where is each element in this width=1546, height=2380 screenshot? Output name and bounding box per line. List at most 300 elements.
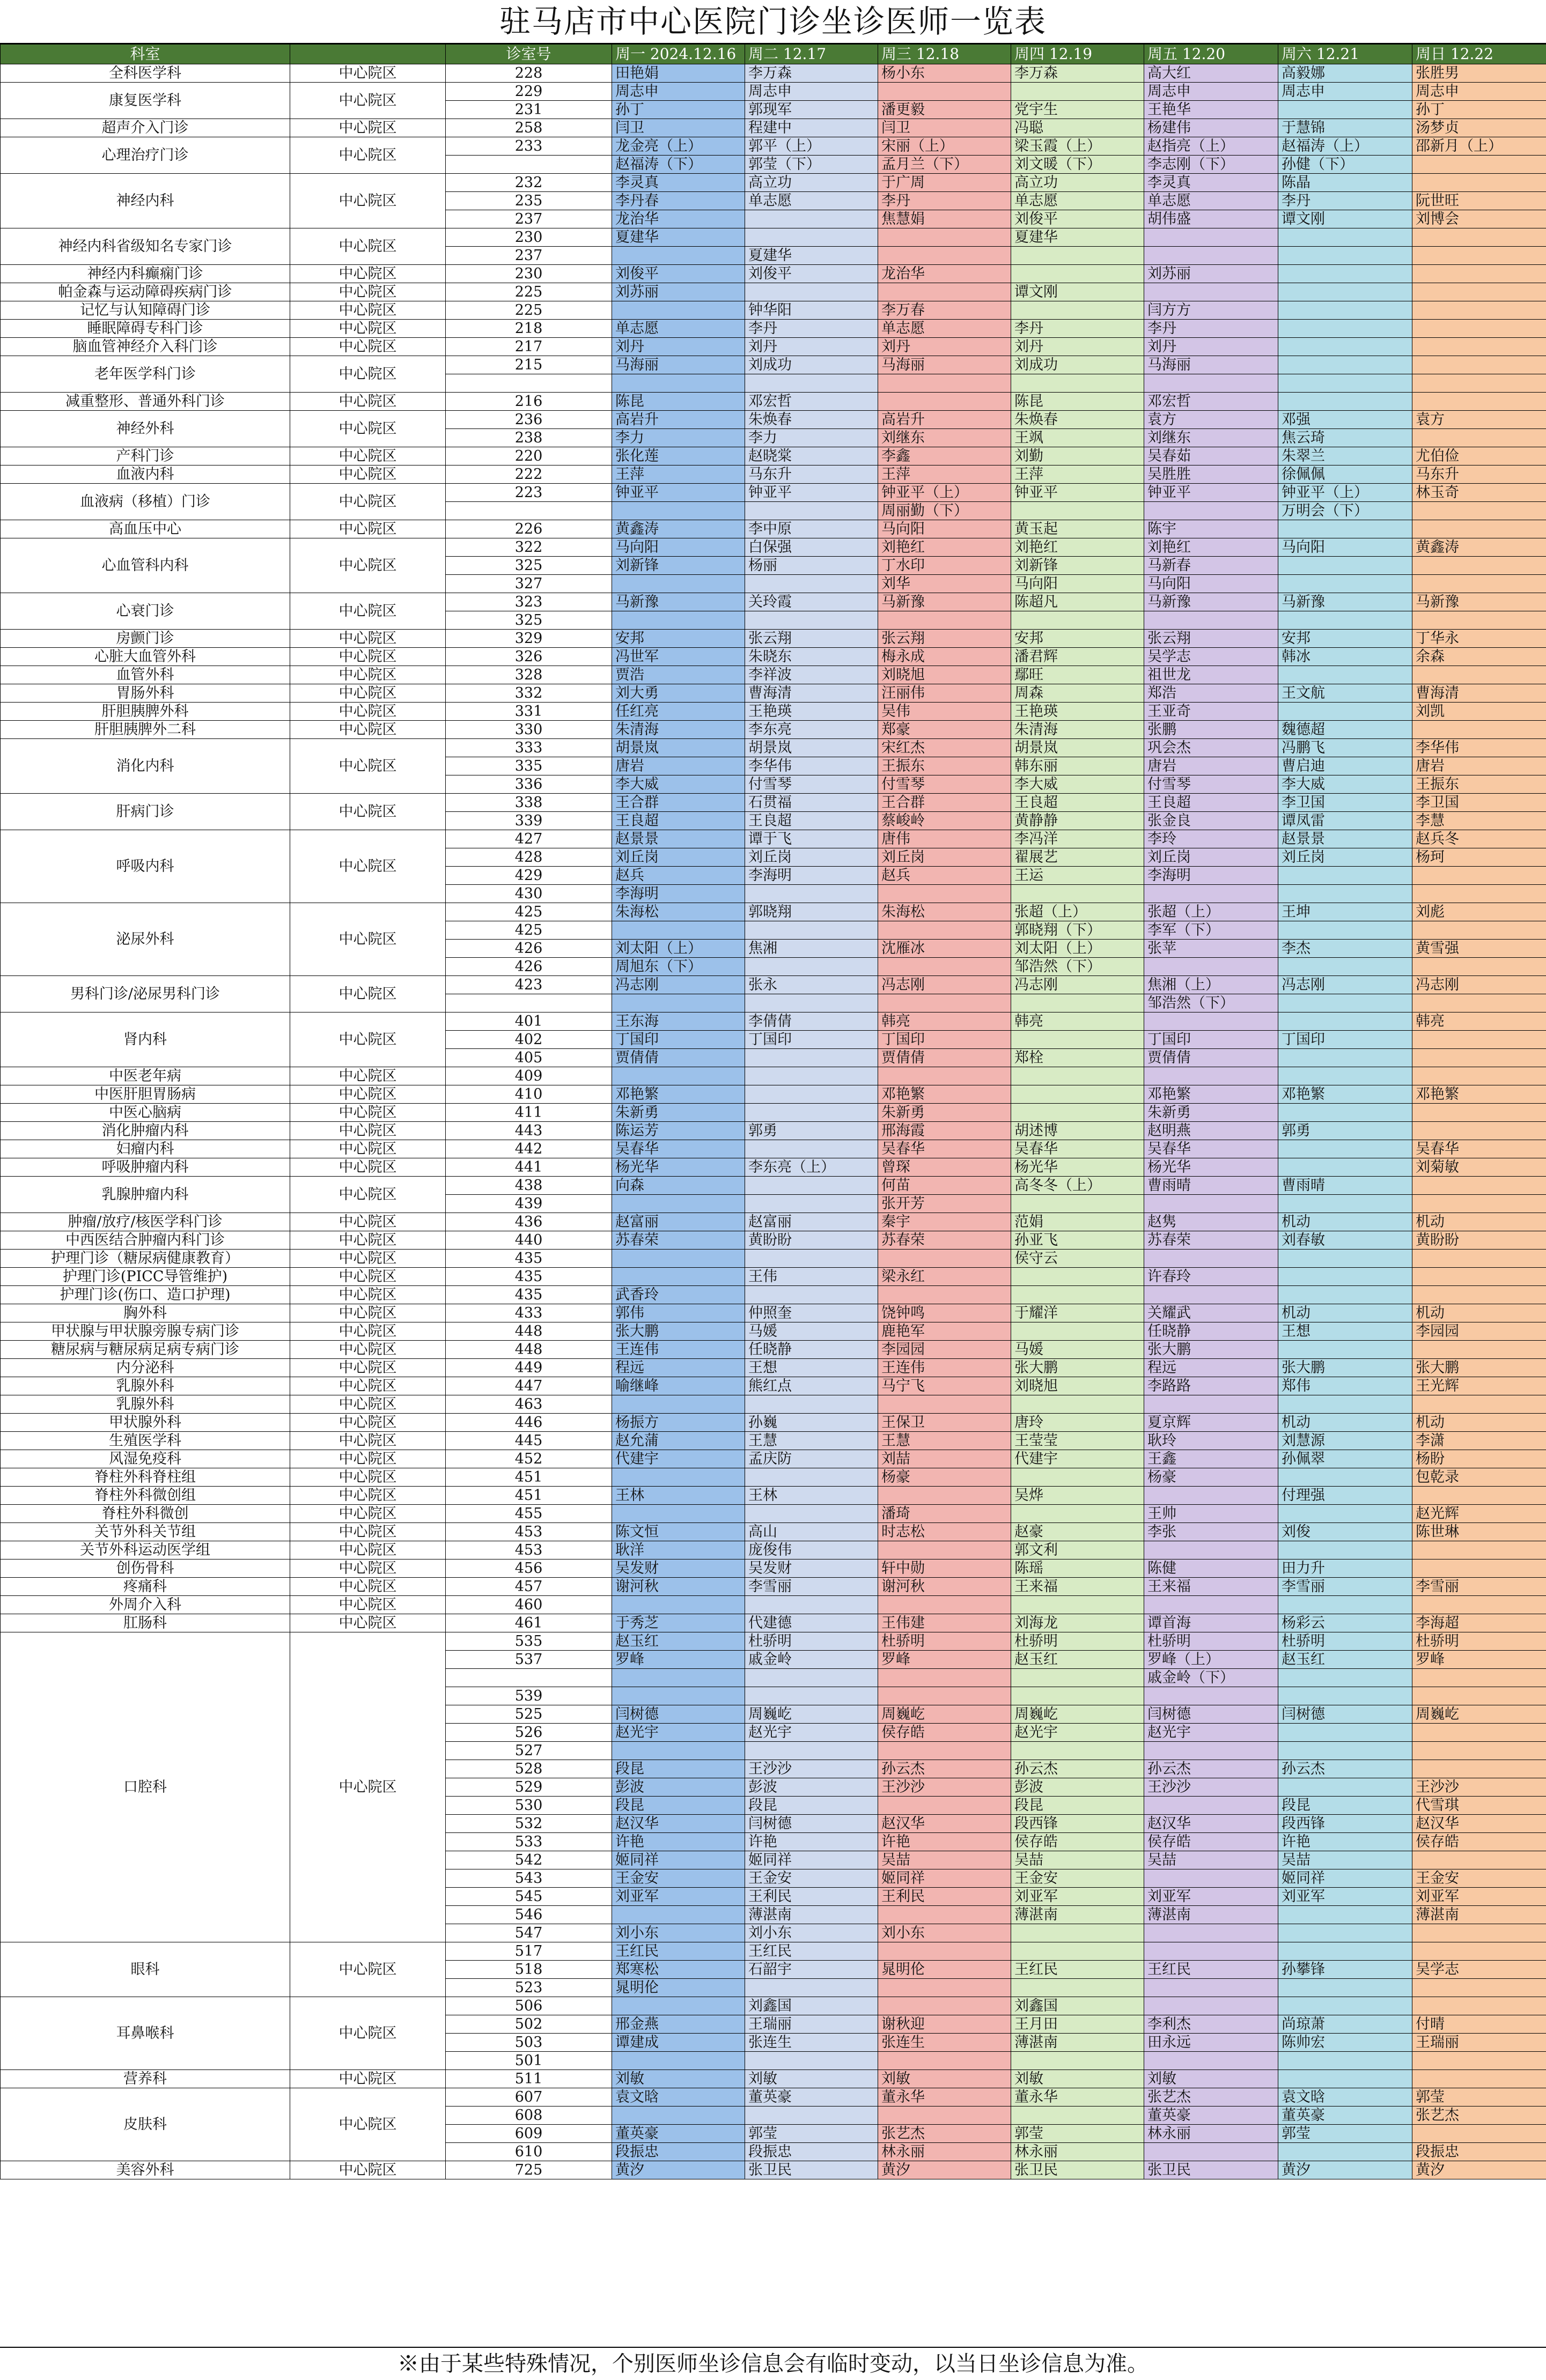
dept-cell: 创伤骨科 <box>1 1559 290 1578</box>
doctor-cell: 李华伟 <box>1412 739 1546 757</box>
doctor-cell: 钟亚平 <box>612 484 745 502</box>
campus-cell: 中心院区 <box>290 320 446 338</box>
doctor-cell <box>1144 2143 1278 2161</box>
table-row <box>1 1377 1546 1395</box>
doctor-cell <box>612 1669 745 1687</box>
doctor-cell: 机动 <box>1278 1414 1412 1432</box>
doctor-cell: 巩会杰 <box>1144 739 1278 757</box>
room-cell: 232 <box>446 174 612 192</box>
doctor-cell: 王艳瑛 <box>1011 703 1144 721</box>
dept-cell: 房颤门诊 <box>1 630 290 648</box>
doctor-cell: 马新春 <box>1144 557 1278 575</box>
doctor-cell <box>612 1250 745 1268</box>
doctor-cell: 孙丁 <box>1412 101 1546 119</box>
doctor-cell: 徐佩佩 <box>1278 465 1412 484</box>
room-cell: 325 <box>446 557 612 575</box>
doctor-cell: 刘成功 <box>1011 356 1144 374</box>
campus-cell: 中心院区 <box>290 903 446 976</box>
table-row <box>1 630 1546 648</box>
doctor-cell: 韩东丽 <box>1011 757 1144 775</box>
room-cell: 401 <box>446 1012 612 1031</box>
doctor-cell: 高冬冬（上） <box>1011 1177 1144 1195</box>
doctor-cell: 马新豫 <box>1278 593 1412 611</box>
doctor-cell: 王林 <box>612 1487 745 1505</box>
doctor-cell: 陈文恒 <box>612 1523 745 1541</box>
doctor-cell <box>878 1487 1011 1505</box>
doctor-cell: 石韶宇 <box>745 1961 878 1979</box>
room-cell: 608 <box>446 2106 612 2125</box>
doctor-cell <box>878 1286 1011 1304</box>
doctor-cell: 赵景景 <box>1278 830 1412 848</box>
dept-cell: 老年医学科门诊 <box>1 356 290 393</box>
doctor-cell <box>612 1906 745 1924</box>
doctor-cell: 高大红 <box>1144 64 1278 83</box>
room-cell: 335 <box>446 757 612 775</box>
doctor-cell: 刘敏 <box>878 2070 1011 2088</box>
doctor-cell <box>1412 228 1546 247</box>
doctor-cell <box>745 283 878 301</box>
doctor-cell: 夏建华 <box>1011 228 1144 247</box>
campus-cell: 中心院区 <box>290 1158 446 1177</box>
doctor-cell: 李雪丽 <box>1412 1578 1546 1596</box>
doctor-cell: 杨盼 <box>1412 1450 1546 1468</box>
doctor-cell <box>878 1979 1011 1997</box>
room-cell: 430 <box>446 885 612 903</box>
dept-cell: 生殖医学科 <box>1 1432 290 1450</box>
table-row <box>1 1304 1546 1322</box>
doctor-cell: 邹浩然（下） <box>1011 958 1144 976</box>
doctor-cell: 冯聪 <box>1011 119 1144 137</box>
doctor-cell: 冯志刚 <box>612 976 745 994</box>
doctor-cell <box>612 1395 745 1414</box>
doctor-cell <box>878 1250 1011 1268</box>
room-cell: 225 <box>446 283 612 301</box>
dept-cell: 内分泌科 <box>1 1359 290 1377</box>
doctor-cell: 刘丹 <box>1011 338 1144 356</box>
doctor-cell: 马向阳 <box>1011 575 1144 593</box>
campus-cell: 中心院区 <box>290 1450 446 1468</box>
doctor-cell <box>1144 611 1278 630</box>
doctor-cell: 张连生 <box>878 2034 1011 2052</box>
campus-cell: 中心院区 <box>290 1250 446 1268</box>
campus-cell: 中心院区 <box>290 1432 446 1450</box>
doctor-cell: 钟亚平（上） <box>878 484 1011 502</box>
table-row <box>1 447 1546 465</box>
doctor-cell: 李海明 <box>745 867 878 885</box>
doctor-cell: 饶钟鸣 <box>878 1304 1011 1322</box>
room-cell: 428 <box>446 848 612 867</box>
doctor-cell: 刘博会 <box>1412 210 1546 228</box>
doctor-cell <box>1412 1067 1546 1085</box>
room-cell: 410 <box>446 1085 612 1104</box>
doctor-cell: 宋红杰 <box>878 739 1011 757</box>
doctor-cell: 刘海龙 <box>1011 1614 1144 1632</box>
doctor-cell <box>1278 1049 1412 1067</box>
doctor-cell: 袁文晗 <box>612 2088 745 2106</box>
doctor-cell <box>1278 1012 1412 1031</box>
doctor-cell <box>878 1906 1011 1924</box>
doctor-cell: 刘新锋 <box>612 557 745 575</box>
doctor-cell: 赵明燕 <box>1144 1122 1278 1140</box>
doctor-cell: 杜骄明 <box>1011 1632 1144 1651</box>
doctor-cell: 邓艳繁 <box>878 1085 1011 1104</box>
doctor-cell: 党宇生 <box>1011 101 1144 119</box>
doctor-cell: 黄雪强 <box>1412 940 1546 958</box>
doctor-cell: 杨珂 <box>1412 848 1546 867</box>
doctor-cell: 陈帅宏 <box>1278 2034 1412 2052</box>
doctor-cell: 张鹏 <box>1144 721 1278 739</box>
doctor-cell: 周巍屹 <box>1412 1705 1546 1724</box>
table-row <box>1 976 1546 994</box>
doctor-cell: 马海丽 <box>1144 356 1278 374</box>
doctor-cell: 董永华 <box>878 2088 1011 2106</box>
doctor-cell <box>1011 265 1144 283</box>
doctor-cell: 姬同祥 <box>1278 1869 1412 1888</box>
doctor-cell <box>745 1742 878 1760</box>
room-cell: 339 <box>446 812 612 830</box>
doctor-cell <box>878 1687 1011 1705</box>
table-row <box>1 830 1546 848</box>
doctor-cell <box>1011 1268 1144 1286</box>
doctor-cell: 刘丹 <box>745 338 878 356</box>
dept-cell: 肝胆胰脾外科 <box>1 703 290 721</box>
doctor-cell <box>1278 994 1412 1012</box>
doctor-cell: 程远 <box>1144 1359 1278 1377</box>
campus-cell: 中心院区 <box>290 1304 446 1322</box>
doctor-cell: 段昆 <box>612 1760 745 1778</box>
dept-cell: 耳鼻喉科 <box>1 1997 290 2070</box>
doctor-cell: 尤伯俭 <box>1412 447 1546 465</box>
doctor-cell: 吴喆 <box>1278 1851 1412 1869</box>
doctor-cell: 钟亚平 <box>745 484 878 502</box>
doctor-cell: 丁国印 <box>745 1031 878 1049</box>
room-cell: 455 <box>446 1505 612 1523</box>
doctor-cell: 周志申 <box>1412 83 1546 101</box>
doctor-cell: 朱海松 <box>612 903 745 921</box>
dept-cell: 消化内科 <box>1 739 290 794</box>
doctor-cell: 汪丽伟 <box>878 684 1011 703</box>
doctor-cell <box>612 247 745 265</box>
doctor-cell <box>745 2052 878 2070</box>
room-cell: 215 <box>446 356 612 374</box>
doctor-cell <box>1278 1687 1412 1705</box>
doctor-cell: 张超（上） <box>1144 903 1278 921</box>
doctor-cell: 郭莹（下） <box>745 156 878 174</box>
doctor-cell: 苏春荣 <box>612 1231 745 1250</box>
table-row <box>1 538 1546 557</box>
doctor-cell: 赵光宇 <box>1011 1724 1144 1742</box>
doctor-cell: 单志愿 <box>612 320 745 338</box>
doctor-cell: 任晓静 <box>1144 1322 1278 1341</box>
doctor-cell <box>1011 1596 1144 1614</box>
doctor-cell <box>745 374 878 393</box>
doctor-cell <box>1144 1869 1278 1888</box>
doctor-cell: 黄鑫涛 <box>612 520 745 538</box>
table-row <box>1 1523 1546 1541</box>
doctor-cell: 机动 <box>1278 1213 1412 1231</box>
doctor-cell: 张卫民 <box>745 2161 878 2179</box>
doctor-cell: 孟月兰（下） <box>878 156 1011 174</box>
doctor-cell: 刘艳红 <box>878 538 1011 557</box>
doctor-cell: 王利民 <box>745 1888 878 1906</box>
doctor-cell <box>1011 994 1144 1012</box>
doctor-cell <box>1278 1468 1412 1487</box>
doctor-cell: 张云翔 <box>1144 630 1278 648</box>
campus-cell: 中心院区 <box>290 1997 446 2070</box>
doctor-cell: 杜骄明 <box>745 1632 878 1651</box>
doctor-cell <box>1011 1104 1144 1122</box>
dept-cell: 男科门诊/泌尿男科门诊 <box>1 976 290 1012</box>
header-day-fri: 周五 12.20 <box>1144 45 1278 64</box>
doctor-cell: 周旭东（下） <box>612 958 745 976</box>
doctor-cell: 田永远 <box>1144 2034 1278 2052</box>
dept-cell: 风湿免疫科 <box>1 1450 290 1468</box>
doctor-cell: 张大鹏 <box>1144 1341 1278 1359</box>
dept-cell: 呼吸肿瘤内科 <box>1 1158 290 1177</box>
doctor-cell: 张大鹏 <box>612 1322 745 1341</box>
room-cell: 226 <box>446 520 612 538</box>
room-cell: 333 <box>446 739 612 757</box>
doctor-cell: 晁明伦 <box>612 1979 745 1997</box>
campus-cell: 中心院区 <box>290 1377 446 1395</box>
doctor-cell: 孙巍 <box>745 1414 878 1432</box>
dept-cell: 美容外科 <box>1 2161 290 2179</box>
doctor-cell <box>745 1049 878 1067</box>
doctor-cell <box>1011 1924 1144 1942</box>
table-row <box>1 1067 1546 1085</box>
room-cell: 338 <box>446 794 612 812</box>
doctor-cell: 袁方 <box>1144 411 1278 429</box>
table-row <box>1 1012 1546 1031</box>
doctor-cell: 侯守云 <box>1011 1250 1144 1268</box>
room-cell: 427 <box>446 830 612 848</box>
doctor-cell: 包乾录 <box>1412 1468 1546 1487</box>
doctor-cell <box>878 1997 1011 2015</box>
campus-cell: 中心院区 <box>290 666 446 684</box>
doctor-cell: 段西锋 <box>1011 1815 1144 1833</box>
doctor-cell: 王运 <box>1011 867 1144 885</box>
doctor-cell: 刘亚军 <box>1144 1888 1278 1906</box>
campus-cell: 中心院区 <box>290 1213 446 1231</box>
header-room: 诊室号 <box>446 45 612 64</box>
doctor-cell <box>612 301 745 320</box>
doctor-cell <box>1278 666 1412 684</box>
doctor-cell: 杨光华 <box>612 1158 745 1177</box>
doctor-cell: 程远 <box>612 1359 745 1377</box>
doctor-cell: 焦湘（上） <box>1144 976 1278 994</box>
doctor-cell <box>612 1268 745 1286</box>
doctor-cell <box>1278 1140 1412 1158</box>
doctor-cell: 杜骄明 <box>878 1632 1011 1651</box>
doctor-cell <box>1278 1286 1412 1304</box>
doctor-cell <box>1278 1250 1412 1268</box>
table-row <box>1 721 1546 739</box>
doctor-cell: 王飒 <box>1011 429 1144 447</box>
doctor-cell: 刘小东 <box>878 1924 1011 1942</box>
doctor-cell <box>1412 265 1546 283</box>
doctor-cell: 马宁飞 <box>878 1377 1011 1395</box>
room-cell: 517 <box>446 1942 612 1961</box>
doctor-cell: 高山 <box>745 1523 878 1541</box>
doctor-cell <box>1278 1596 1412 1614</box>
doctor-cell: 刘小东 <box>745 1924 878 1942</box>
doctor-cell: 朱新勇 <box>1144 1104 1278 1122</box>
doctor-cell <box>1278 1669 1412 1687</box>
doctor-cell: 罗峰 <box>1412 1651 1546 1669</box>
doctor-cell: 王想 <box>745 1359 878 1377</box>
doctor-cell: 谢河秋 <box>612 1578 745 1596</box>
room-cell: 452 <box>446 1450 612 1468</box>
room-cell: 323 <box>446 593 612 611</box>
doctor-cell <box>745 885 878 903</box>
room-cell: 463 <box>446 1395 612 1414</box>
doctor-cell: 周巍屹 <box>1011 1705 1144 1724</box>
doctor-cell <box>878 1596 1011 1614</box>
doctor-cell <box>1412 1268 1546 1286</box>
table-row <box>1 1614 1546 1632</box>
doctor-cell: 许艳 <box>612 1833 745 1851</box>
doctor-cell: 于广周 <box>878 174 1011 192</box>
doctor-cell: 唐岩 <box>612 757 745 775</box>
doctor-cell: 马向阳 <box>1278 538 1412 557</box>
doctor-cell: 侯存皓 <box>878 1724 1011 1742</box>
doctor-cell: 朱清海 <box>612 721 745 739</box>
doctor-cell <box>1412 1031 1546 1049</box>
campus-cell: 中心院区 <box>290 630 446 648</box>
doctor-cell: 段昆 <box>1278 1797 1412 1815</box>
doctor-cell: 王来福 <box>1011 1578 1144 1596</box>
doctor-cell <box>1278 393 1412 411</box>
doctor-cell: 王连伟 <box>878 1359 1011 1377</box>
room-cell: 441 <box>446 1158 612 1177</box>
doctor-cell: 赵允蒲 <box>612 1432 745 1450</box>
dept-cell: 帕金森与运动障碍疾病门诊 <box>1 283 290 301</box>
doctor-cell: 刘鑫国 <box>1011 1997 1144 2015</box>
doctor-cell <box>745 921 878 940</box>
doctor-cell <box>745 1979 878 1997</box>
doctor-cell: 沈雁冰 <box>878 940 1011 958</box>
campus-cell: 中心院区 <box>290 484 446 520</box>
doctor-cell: 龙治华 <box>612 210 745 228</box>
room-cell: 405 <box>446 1049 612 1067</box>
dept-cell: 泌尿外科 <box>1 903 290 976</box>
dept-cell: 呼吸内科 <box>1 830 290 903</box>
doctor-cell: 赵光辉 <box>1412 1505 1546 1523</box>
doctor-cell <box>1278 611 1412 630</box>
table-row <box>1 484 1546 502</box>
doctor-cell: 蔡峻岭 <box>878 812 1011 830</box>
table-row <box>1 1942 1546 1961</box>
doctor-cell: 李海明 <box>612 885 745 903</box>
doctor-cell: 付理强 <box>1278 1487 1412 1505</box>
doctor-cell <box>1412 611 1546 630</box>
campus-cell: 中心院区 <box>290 1395 446 1414</box>
doctor-cell: 黄盼盼 <box>1412 1231 1546 1250</box>
campus-cell: 中心院区 <box>290 830 446 903</box>
room-cell: 542 <box>446 1851 612 1869</box>
schedule-body <box>1 64 1546 2179</box>
doctor-cell: 王保卫 <box>878 1414 1011 1432</box>
doctor-cell <box>1011 1669 1144 1687</box>
doctor-cell: 刘艳红 <box>1144 538 1278 557</box>
room-cell: 402 <box>446 1031 612 1049</box>
doctor-cell: 袁文晗 <box>1278 2088 1412 2106</box>
doctor-cell: 王沙沙 <box>1144 1778 1278 1797</box>
doctor-cell: 高立功 <box>1011 174 1144 192</box>
doctor-cell <box>745 1177 878 1195</box>
doctor-cell <box>878 1395 1011 1414</box>
table-row <box>1 174 1546 192</box>
doctor-cell: 刘俊平 <box>1011 210 1144 228</box>
campus-cell: 中心院区 <box>290 393 446 411</box>
campus-cell: 中心院区 <box>290 1541 446 1559</box>
doctor-cell <box>612 1067 745 1085</box>
room-cell: 725 <box>446 2161 612 2179</box>
doctor-cell: 林永丽 <box>878 2143 1011 2161</box>
doctor-cell <box>1278 958 1412 976</box>
doctor-cell <box>1278 1924 1412 1942</box>
doctor-cell <box>1412 1341 1546 1359</box>
table-row <box>1 119 1546 137</box>
doctor-cell: 林玉奇 <box>1412 484 1546 502</box>
room-cell: 502 <box>446 2015 612 2034</box>
room-cell: 435 <box>446 1268 612 1286</box>
page-title: 驻马店市中心医院门诊坐诊医师一览表 <box>0 0 1546 44</box>
doctor-cell: 庞俊伟 <box>745 1541 878 1559</box>
doctor-cell: 王红民 <box>1144 1961 1278 1979</box>
doctor-cell: 郭平（上） <box>745 137 878 156</box>
doctor-cell: 马新豫 <box>1144 593 1278 611</box>
doctor-cell: 杨小东 <box>878 64 1011 83</box>
doctor-cell <box>1412 2125 1546 2143</box>
campus-cell: 中心院区 <box>290 1122 446 1140</box>
header-dept: 科室 <box>1 45 290 64</box>
header-day-tue: 周二 12.17 <box>745 45 878 64</box>
campus-cell: 中心院区 <box>290 593 446 630</box>
doctor-cell: 赵光宇 <box>612 1724 745 1742</box>
room-cell: 423 <box>446 976 612 994</box>
doctor-cell <box>1144 1487 1278 1505</box>
doctor-cell <box>1412 174 1546 192</box>
doctor-cell: 李园园 <box>1412 1322 1546 1341</box>
room-cell: 433 <box>446 1304 612 1322</box>
doctor-cell: 冯世军 <box>612 648 745 666</box>
dept-cell: 超声介入门诊 <box>1 119 290 137</box>
dept-cell: 脊柱外科脊柱组 <box>1 1468 290 1487</box>
doctor-cell: 朱新勇 <box>612 1104 745 1122</box>
doctor-cell <box>1011 611 1144 630</box>
doctor-cell: 焦慧娟 <box>878 210 1011 228</box>
doctor-cell <box>745 502 878 520</box>
room-cell: 326 <box>446 648 612 666</box>
doctor-cell: 张胜男 <box>1412 64 1546 83</box>
doctor-cell: 李丹 <box>1011 320 1144 338</box>
doctor-cell: 侯存皓 <box>1412 1833 1546 1851</box>
doctor-cell <box>1011 1067 1144 1085</box>
doctor-cell: 马东升 <box>1412 465 1546 484</box>
doctor-cell: 任晓静 <box>745 1341 878 1359</box>
doctor-cell: 刘苏丽 <box>612 283 745 301</box>
doctor-cell: 赵福涛（上） <box>1278 137 1412 156</box>
doctor-cell: 张苹 <box>1144 940 1278 958</box>
doctor-cell: 曹海清 <box>745 684 878 703</box>
doctor-cell: 刘敏 <box>1011 2070 1144 2088</box>
dept-cell: 记忆与认知障碍门诊 <box>1 301 290 320</box>
doctor-cell <box>878 1669 1011 1687</box>
doctor-cell: 姬同祥 <box>745 1851 878 1869</box>
dept-cell: 神经内科 <box>1 174 290 228</box>
doctor-cell: 王沙沙 <box>1412 1778 1546 1797</box>
